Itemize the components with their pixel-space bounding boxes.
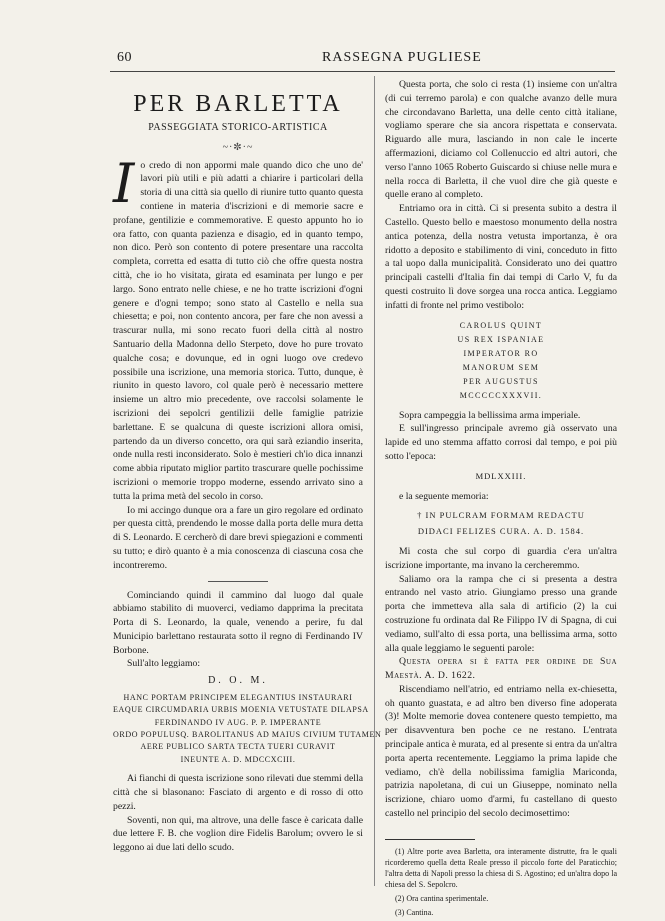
footnote: (2) Ora cantina sperimentale. — [395, 893, 489, 903]
right-column — [385, 78, 617, 921]
footnote-rule — [385, 839, 475, 840]
inscription-line: ORDO POPULUSQ. BAROLITANUS AD MAIUS CIVIUM TUTAMEN — [113, 729, 382, 739]
left-column — [113, 90, 382, 855]
section-divider — [208, 581, 268, 582]
paragraph: Mi costa che sul corpo di guardia c'era un'altra iscrizione importante, ma invano la cercheremmo. — [385, 545, 617, 571]
running-head: RASSEGNA PUGLIESE — [322, 50, 482, 65]
paragraph: Ai fianchi di questa iscrizione sono rilevati due stemmi della città che si blasonano: Fasciato di argento e di rosso di otto pezzi. — [113, 773, 363, 812]
page-number: 60 — [117, 50, 132, 65]
inscription-line: INEUNTE A. D. MDCCXCIII. — [180, 754, 296, 764]
inscription-line: PER AUGUSTUS — [463, 376, 539, 386]
drop-cap: I — [113, 151, 135, 215]
inscription-line: HANC PORTAM PRINCIPEM ELEGANTIUS INSTAURARI — [123, 692, 353, 702]
porta-inscription — [113, 675, 382, 766]
footnote: (1) Altre porte avea Barletta, ora interamente distrutte, fra le quali ricorderemo quella detta Reale presso il piccolo forte del Paraticchio; l'altra detta di Napoli presso la chiesa di S. Agostino; ed un'altra dopo la chiesa del S. Sepolcro. — [385, 846, 617, 889]
inscription-line: CAROLUS QUINT — [459, 320, 543, 330]
paragraph: Sull'alto leggiamo: — [127, 658, 201, 670]
inscription-heading: D. O. M. — [208, 675, 268, 687]
paragraph: Soventi, non qui, ma altrove, una delle fasce è caricata dalle due lettere F. B. che voglion dire Fidelis Barolum; ovvero le si leggono ai due lati dello scudo. — [113, 814, 363, 854]
footnote: (3) Cantina. — [395, 907, 434, 917]
inscription-line: IMPERATOR RO — [463, 348, 539, 358]
inscription-line: FERDINANDO IV AUG. P. P. IMPERANTE — [154, 717, 322, 727]
header-rule — [110, 71, 615, 72]
intro-paragraph-wrap — [113, 151, 363, 504]
memoria-line: DIDACI FELIZES CURA. A. D. 1584. — [417, 526, 585, 537]
article-title: PER BARLETTA — [133, 91, 343, 117]
ornament-divider: ~·✼·~ — [222, 141, 254, 153]
castle-inscription — [385, 319, 617, 403]
inscription-line: US REX ISPANIAE — [457, 334, 545, 344]
inscription-line: AERE PUBLICO SARTA TECTA TUERI CURAVIT — [140, 742, 336, 752]
page-header — [117, 50, 613, 68]
paragraph: E sull'ingresso principale avremo già osservato una lapide ed uno stemma affatto corrosi dal tempo, e poi più sotto l'epoca: — [385, 423, 617, 462]
inscription-line: MANORUM SEM — [462, 362, 540, 372]
inscription-line: EAQUE CIRCUMDARIA URBIS MOENIA VETUSTATE DILAPSA — [113, 705, 369, 715]
paragraph: Entriamo ora in città. Ci si presenta subito a destra il Castello. Questo bello e maestoso monumento della nostra antica potenza, della nostra vetusta importanza, è ora ridotto a deposito e stabilimento di vini, conceduto in fitto a tal uopo dalla municipalità. Considerato uno dei quattro principali castelli d'Italia fin dai tempi di Carlo V, fu da questi costruito lì dove sorgea una rocca antica. Leggiamo infatti di fronte nel primo vestibolo: — [385, 203, 617, 311]
paragraph: Riscendiamo nell'atrio, ed entriamo nella ex-chiesetta, oh quanto guastata, e ad altro ben diverso fine adoperata (3)! Molte memorie dovea contenere questo tempietto, ma per disavventura ben poche ce ne restano. L'entrata principale antica è murata, ed al presente si entra da un'altra porta aperta recentemente. Leggiamo la prima lapide che vediamo, ch'è della nobilissima famiglia Mariconda, patrizia napoletana, di cui un Giuseppe, nominato nella iscrizione, chiaro uomo d'armi, fu castellano di questo castello nel principio del secolo decimosettimo: — [385, 683, 617, 820]
paragraph: Questa opera si è fatta per ordine de Sua Maestà. A. D. 1622. — [385, 656, 617, 682]
paragraph: Cominciando quindi il cammino dal luogo dal quale abbiamo stabilito di muoverci, vediamo dapprima la precitata Porta di S. Leonardo, la quale, venendo a perire, fu dal Municipio barlettano restaurata sotto il regno di Ferdinando IV Borbone. — [113, 589, 363, 656]
memoria-line: † IN PULCRAM FORMAM REDACTU — [417, 510, 585, 521]
article-subtitle: PASSEGGIATA STORICO-ARTISTICA — [148, 122, 328, 133]
inscription-line: MCCCCCXXXVII. — [459, 390, 543, 400]
footnotes — [385, 846, 617, 918]
paragraph: Sopra campeggia la bellissima arma imperiale. — [399, 409, 581, 421]
column-divider — [374, 76, 375, 886]
date-inscription: MDLXXIII. — [475, 470, 527, 481]
paragraph: e la seguente memoria: — [399, 490, 489, 502]
intro-paragraph: o credo di non appormi male quando dico che uno de' lavori più utili e più adatti a chiarire i particolari della storia di una città sia quello di riunire tutto quanto questa contiene in materia d'iscrizioni e di memorie sacre e profane, gentilizie e commemorative. E questo appunto ho io ora fatto, con quanta pazienza e disagio, ed in quanto tempo, non dico. Però son contento di potere presentare una raccolta completa, corretta ed esatta di tutto ciò che offre questa nostra città, che io ho visitata, girata ed esaminata per lungo e per largo. Sono entrato nelle chiese, e ne ho tratte iscrizioni d'ogni genere e d'ogni tempo; sono stato al Castello e nella sua chiesetta; e poi, non contento ancora, per fare che non avessi a trascurar nulla, mi sono recato fuori della città al nostro Santuario della Madonna dello Sterpeto, dove ho pure trovato qualche cosa; e dovunque, ed in ogni luogo ove credevo possibile una iscrizione, una memoria storica. Tutto, dunque, è riunito in questo lavoro, col quale però è necessario mettere insieme un altro mio precedente, ove raccolsi solamente le iscrizioni dei sepolcri gentilizii delle famiglie patrizie barlettane. E se qualcuna di queste iscrizioni allora omisi, partendo da un diverso concetto, ora qui sarà eziandio inserita, onde nulla resti inconsiderato. Solo è mestieri ch'io dica innanzi come abbia riputato miglior partito trascurare quelle pochissime iscrizioni o memorie troppo moderne, essendo arrivato sino a tutta la prima metà del secolo in corso. — [113, 159, 363, 502]
paragraph: Questa porta, che solo ci resta (1) insieme con un'altra (di cui terremo parola) e con qualche avanzo delle mura che circondavano Barletta, una delle cento città italiane, vogliamo sperare che sia ancora rispettata e conservata. Riguardo alle mura, lasciando in non cale le incerte affermazioni, diciamo col Collenuccio ed altri autori, che verso l'anno 1065 Roberto Guiscardo si chiuse nelle mura e nella rocca di Barletta, il che vuol dire che già queste e quelle erano al completo. — [385, 79, 617, 201]
paragraph: Io mi accingo dunque ora a fare un giro regolare ed ordinato per questa città, prendendo le mosse dalla porta delle mura detta di S. Leonardo. E cercherò di dare brevi spiegazioni e commenti su tutto; e dirò quanto è a mia conoscenza di ciascuna cosa che incontreremo. — [113, 504, 363, 571]
paragraph: Saliamo ora la rampa che ci si presenta a destra entrando nel vasto atrio. Giungiamo presso una grande porta che immetteva alla sala di artificio (2) la cui costruzione fu ordinata dal Re Filippo IV di Spagna, di cui vediamo, sull'alto di essa porta, una bellissima arma, sotto alla quale leggiamo le seguenti parole: — [385, 573, 617, 654]
